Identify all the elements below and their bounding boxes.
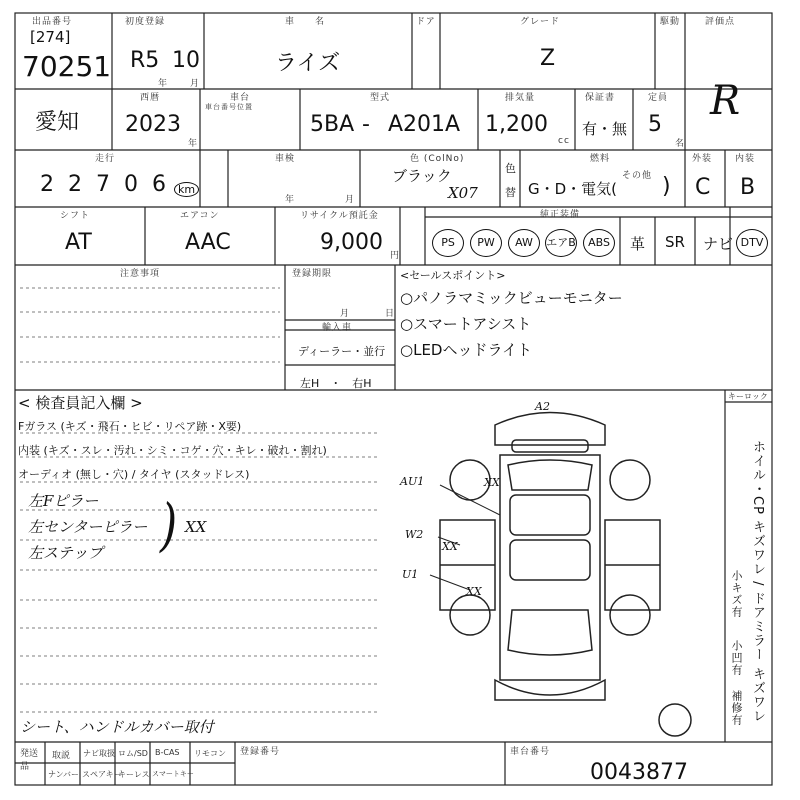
ac-label: エアコン bbox=[180, 211, 220, 221]
keylock-label: キーロック bbox=[728, 392, 768, 401]
footer-item: ロム/SD bbox=[118, 749, 148, 758]
nen-unit: 年 bbox=[188, 139, 199, 149]
interior-grade: B bbox=[740, 175, 756, 200]
handwritten-note: 左ステップ bbox=[28, 544, 103, 562]
mileage-digit: 7 bbox=[96, 172, 110, 197]
shift-label: シフト bbox=[60, 211, 91, 221]
due-label: 登録期限 bbox=[292, 269, 333, 279]
wheel-label: 駆動 bbox=[660, 17, 681, 27]
door-label: ドア bbox=[416, 17, 436, 27]
caution-label: 注意事項 bbox=[120, 269, 161, 279]
lot-number: 70251 bbox=[22, 50, 112, 83]
model: A201A bbox=[388, 112, 461, 137]
fuel-label: 燃料 bbox=[590, 154, 611, 164]
seats-label: 定員 bbox=[648, 93, 669, 103]
diagram-u1: U1 bbox=[402, 568, 419, 581]
region: 愛知 bbox=[35, 110, 80, 135]
chassis-label: 車台 bbox=[230, 93, 251, 103]
inspect-nen: 年 bbox=[285, 195, 296, 205]
km-circle: km bbox=[174, 182, 199, 197]
equip-navi: ナビ bbox=[703, 235, 734, 253]
footer-item: スペアキー bbox=[82, 770, 122, 779]
sales-point: ○スマートアシスト bbox=[400, 315, 532, 333]
first-reg-label: 初度登録 bbox=[125, 17, 166, 27]
footer-item: 取説 bbox=[52, 751, 71, 761]
score-label: 評価点 bbox=[705, 17, 736, 27]
lot-bracket: [274] bbox=[30, 28, 71, 46]
handwritten-note: 左センターピラー bbox=[28, 518, 148, 536]
brace: ) bbox=[160, 492, 178, 559]
legend-vertical: ホイル・CP キズワレ / ドアミラー キズワレ bbox=[750, 440, 765, 723]
glass-line: Fガラス (キズ・飛石・ヒビ・リペア跡・X要) bbox=[18, 420, 242, 433]
model-label: 型式 bbox=[370, 93, 391, 103]
mileage-digit: 6 bbox=[152, 172, 166, 197]
warranty: 有・無 bbox=[582, 120, 628, 138]
grade: Z bbox=[540, 46, 556, 71]
interior-label: 内装 bbox=[735, 154, 756, 164]
seireki-label: 西暦 bbox=[140, 93, 161, 103]
due-hi: 日 bbox=[385, 309, 396, 319]
year-full: 2023 bbox=[125, 112, 181, 137]
bottom-note: シート、ハンドルカバー取付 bbox=[20, 718, 214, 736]
diagram-au1: AU1 bbox=[400, 475, 425, 488]
grade-label: グレード bbox=[520, 17, 561, 27]
color: ブラック bbox=[392, 167, 452, 185]
diagram-w2: W2 bbox=[405, 528, 424, 541]
import-label: 輸入車 bbox=[322, 323, 353, 333]
sales-label: <セールスポイント> bbox=[400, 269, 506, 282]
year-unit: 年 bbox=[158, 79, 169, 89]
equip-sr: SR bbox=[665, 233, 685, 251]
footer-item: スマートキー bbox=[152, 770, 194, 778]
exterior-grade: C bbox=[695, 175, 711, 200]
equip-abs: ABS bbox=[583, 229, 615, 257]
lot-label: 出品番号 bbox=[32, 17, 73, 27]
mileage-digit: 2 bbox=[40, 172, 54, 197]
mileage-label: 走行 bbox=[95, 154, 116, 164]
footer-item: ナビ取扱 bbox=[83, 749, 115, 758]
cc-unit: cc bbox=[558, 136, 570, 146]
equip-airbag: エアB bbox=[545, 229, 577, 257]
damage-mark: XX bbox=[484, 476, 500, 489]
equip-dtv: DTV bbox=[736, 229, 768, 257]
legend-sub: 補修有 bbox=[730, 690, 743, 726]
color-gae: 替 bbox=[505, 186, 516, 199]
month-unit: 月 bbox=[190, 79, 201, 89]
model-dash: - bbox=[362, 112, 370, 137]
displacement-label: 排気量 bbox=[505, 93, 536, 103]
era: R5 bbox=[130, 48, 160, 73]
seats: 5 bbox=[648, 112, 662, 137]
fuel-other: その他 bbox=[622, 171, 653, 181]
car-name: ライズ bbox=[275, 51, 341, 76]
color-label: 色 (ColNo) bbox=[410, 154, 465, 164]
mileage-digits bbox=[40, 172, 166, 197]
equip-aw: AW bbox=[508, 229, 540, 257]
fuel-close: ) bbox=[662, 174, 671, 199]
equip-label: 純正装備 bbox=[540, 210, 581, 220]
yen-unit: 円 bbox=[390, 251, 401, 261]
legend-sub: 小凹有 bbox=[730, 640, 743, 676]
footer-item: キーレス bbox=[118, 770, 150, 779]
ac: AAC bbox=[185, 230, 231, 255]
damage-mark: XX bbox=[442, 540, 458, 553]
steering: 左H ・ 右H bbox=[300, 377, 372, 390]
car-diagram bbox=[440, 413, 691, 737]
damage-mark: XX bbox=[466, 585, 482, 598]
audio-line: オーディオ (無し・穴) / タイヤ (スタッドレス) bbox=[18, 468, 250, 481]
score: R bbox=[710, 78, 741, 124]
equip-leather: 革 bbox=[630, 235, 646, 253]
footer-col0: 発送品 bbox=[20, 749, 39, 772]
exterior-label: 外装 bbox=[692, 154, 713, 164]
displacement: 1,200 bbox=[485, 112, 548, 137]
color-no: X07 bbox=[448, 184, 478, 202]
diagram-a2: A2 bbox=[535, 400, 550, 413]
recycle: 9,000 bbox=[320, 230, 383, 255]
legend-sub: 小キズ有 bbox=[730, 570, 743, 618]
shift: AT bbox=[65, 230, 92, 255]
interior-line: 内装 (キズ・スレ・汚れ・シミ・コゲ・穴・キレ・破れ・割れ) bbox=[18, 444, 327, 457]
sales-point: ○パノラマミックビューモニター bbox=[400, 289, 623, 307]
mileage-digit: 0 bbox=[124, 172, 138, 197]
inspect-label: 車検 bbox=[275, 154, 296, 164]
sales-point: ○LEDヘッドライト bbox=[400, 341, 533, 359]
footer-item: リモコン bbox=[194, 749, 226, 758]
inspector-title: < 検査員記入欄 > bbox=[18, 394, 143, 412]
dealer: ディーラー・並行 bbox=[298, 345, 386, 358]
warranty-label: 保証書 bbox=[585, 93, 616, 103]
mileage-digit: 2 bbox=[68, 172, 82, 197]
inspect-tsuki: 月 bbox=[345, 195, 356, 205]
color-iro: 色 bbox=[505, 162, 516, 175]
model-prefix: 5BA bbox=[310, 112, 355, 137]
xx-mark: XX bbox=[185, 518, 207, 536]
chassis-number-label: 車台番号 bbox=[510, 747, 551, 757]
chassis-sub: 車台番号位置 bbox=[205, 103, 253, 111]
seats-unit: 名 bbox=[675, 139, 686, 149]
handwritten-note: 左Fピラー bbox=[28, 492, 99, 510]
equip-ps: PS bbox=[432, 229, 464, 257]
name-label: 車 名 bbox=[285, 17, 326, 27]
equip-pw: PW bbox=[470, 229, 502, 257]
due-tsuki: 月 bbox=[340, 309, 351, 319]
reg-label: 登録番号 bbox=[240, 747, 281, 757]
month: 10 bbox=[172, 48, 200, 73]
fuel: G・D・電気( bbox=[528, 180, 618, 198]
chassis-number: 0043877 bbox=[590, 760, 688, 785]
recycle-label: リサイクル預託金 bbox=[300, 211, 379, 221]
footer-item: ナンバー bbox=[48, 770, 80, 779]
footer-item: B-CAS bbox=[155, 748, 180, 757]
